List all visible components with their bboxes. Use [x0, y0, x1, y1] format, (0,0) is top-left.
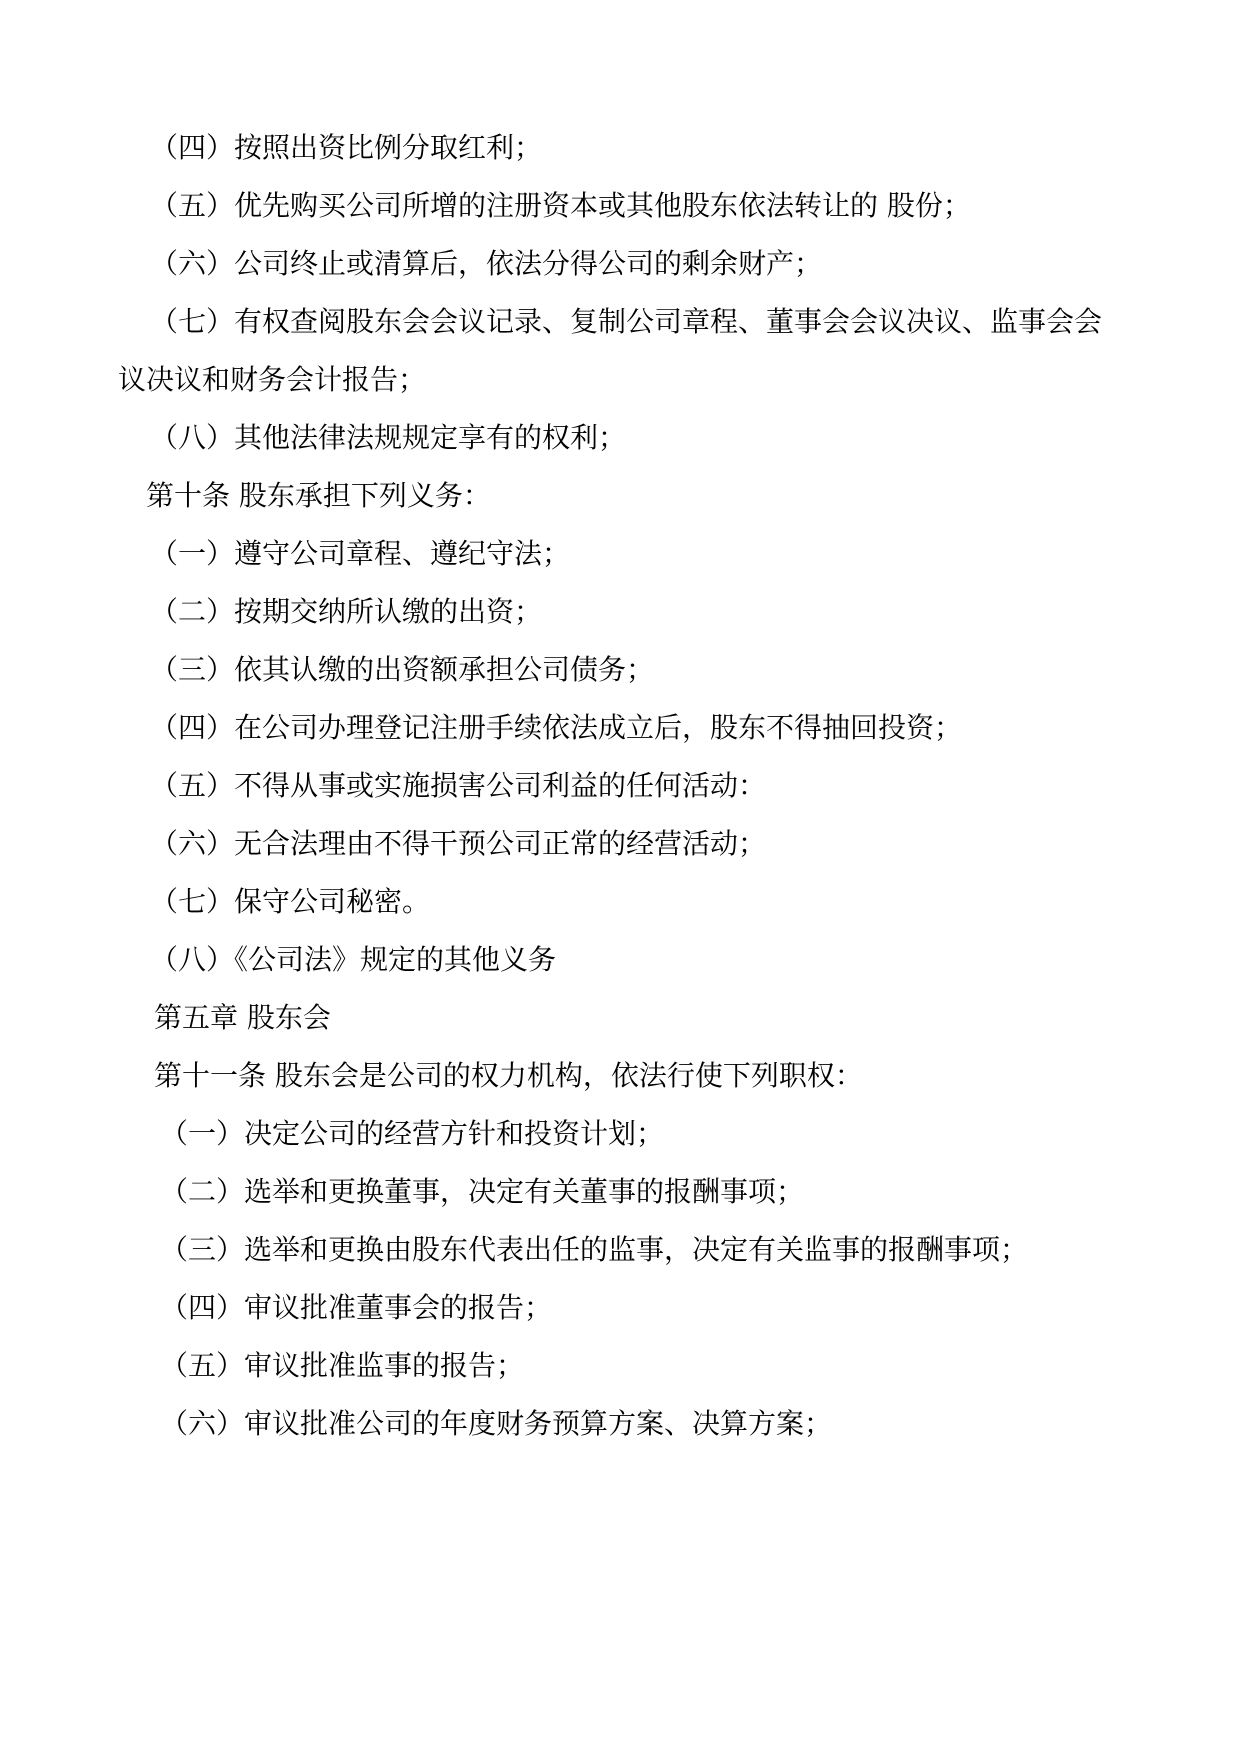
text-line: （二）按期交纳所认缴的出资；	[150, 595, 543, 628]
text-line: （一）决定公司的经营方针和投资计划；	[160, 1117, 665, 1150]
text-line: （一）遵守公司章程、遵纪守法；	[150, 537, 571, 570]
section-heading: 第十一条 股东会是公司的权力机构，依法行使下列职权：	[154, 1059, 863, 1092]
text-line: （四）审议批准董事会的报告；	[160, 1291, 553, 1324]
chapter-heading: 第五章 股东会	[154, 1001, 331, 1034]
text-line: （五）不得从事或实施损害公司利益的任何活动：	[150, 769, 767, 802]
text-line: （五）审议批准监事的报告；	[160, 1349, 525, 1382]
text-line: 议决议和财务会计报告；	[118, 363, 427, 396]
text-line: （六）无合法理由不得干预公司正常的经营活动；	[150, 827, 767, 860]
text-line: （二）选举和更换董事，决定有关董事的报酬事项；	[160, 1175, 805, 1208]
text-line: （八）《公司法》规定的其他义务	[150, 943, 557, 976]
text-line: （七）有权查阅股东会会议记录、复制公司章程、董事会会议决议、监事会会	[150, 305, 1103, 338]
text-line: （六）审议批准公司的年度财务预算方案、决算方案；	[160, 1407, 833, 1440]
text-line: （四）按照出资比例分取红利；	[150, 131, 543, 164]
section-heading: 第十条 股东承担下列义务：	[146, 479, 491, 512]
text-line: （四）在公司办理登记注册手续依法成立后，股东不得抽回投资；	[150, 711, 963, 744]
text-line: （六）公司终止或清算后，依法分得公司的剩余财产；	[150, 247, 823, 280]
text-line: （五）优先购买公司所增的注册资本或其他股东依法转让的 股份；	[150, 189, 971, 222]
text-line: （三）选举和更换由股东代表出任的监事，决定有关监事的报酬事项；	[160, 1233, 1029, 1266]
text-line: （三）依其认缴的出资额承担公司债务；	[150, 653, 655, 686]
text-line: （八）其他法律法规规定享有的权利；	[150, 421, 627, 454]
text-line: （七）保守公司秘密。	[150, 885, 431, 918]
